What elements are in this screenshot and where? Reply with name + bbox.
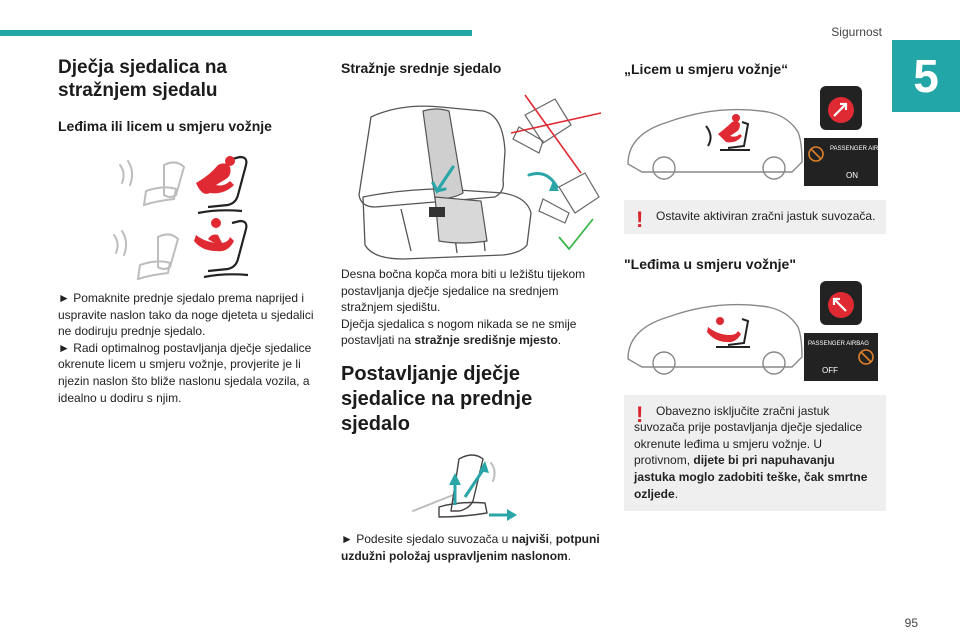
figure-forward-facing — [624, 86, 886, 190]
badge-off: OFF — [822, 365, 838, 375]
rear-bench-illustration — [341, 87, 605, 262]
text-leg-seat-end: . — [557, 333, 562, 348]
title-rear-facing: "Leđima u smjeru vožnje" — [624, 255, 796, 272]
column-rear-middle-seat — [341, 56, 605, 564]
section-title-rear-seat: Dječja sjedalica na stražnjem sjedalu — [58, 57, 227, 101]
figure-front-seat-adjust — [341, 445, 605, 525]
car-rear-facing-illustration — [624, 281, 886, 385]
chapter-tab: 5 — [892, 40, 960, 112]
text-leg-seat-bold: stražnje središnje mjesto — [414, 333, 558, 348]
figure-rear-facing — [624, 281, 886, 385]
page-number: 95 — [904, 616, 918, 630]
text-disable-airbag-end: . — [674, 486, 679, 501]
warning-text-keep-airbag: Ostavite aktiviran zračni jastuk suvozača. — [656, 209, 876, 223]
section-title-front-seat: Postavljanje dječje sjedalice na prednje sjedalo — [341, 362, 533, 435]
paragraph-buckle-note: Desna bočna kopča mora biti u ležištu tijekom postavljanja dječje sjedalice na srednjem stražnjem sjedištu. — [341, 267, 586, 315]
figure-rear-middle-seat — [341, 87, 605, 262]
column-front-seat-airbag — [624, 56, 886, 511]
seat-positions-illustration — [58, 147, 320, 280]
warning-icon: ! — [636, 401, 644, 427]
section-title-rear-middle: Stražnje srednje sjedalo — [341, 60, 502, 76]
text-front-seat-a: ► Podesite sjedalo suvozača u — [341, 531, 512, 546]
car-forward-facing-illustration — [624, 86, 886, 190]
warning-box-keep-airbag — [624, 200, 886, 234]
warning-text-disable-airbag — [634, 403, 876, 503]
section-label: Sigurnost — [831, 25, 882, 39]
badge-passenger-airbag-2: PASSENGER AIRBAG — [808, 340, 869, 347]
badge-passenger-airbag-1: PASSENGER AIRBAG — [830, 146, 886, 152]
text-disable-airbag-bold: dijete bi pri napuhavanju jastuka moglo zadobiti teške, čak smrtne ozljede — [634, 453, 868, 501]
column-rear-seat — [58, 56, 320, 406]
warning-icon: ! — [636, 207, 644, 232]
text-front-seat-bold1: najviši — [511, 531, 550, 546]
text-leg-seat-a: Dječja sjedalica s nogom nikada se ne smije postavljati na — [341, 316, 577, 348]
subtitle-direction: Leđima ili licem u smjeru vožnje — [58, 118, 272, 134]
header-accent-bar — [0, 30, 472, 36]
paragraph-front-seat-adjust: ► Pomaknite prednje sjedalo prema naprijed i uspravite naslon tako da noge djeteta u sjedalici ne dodiruju prednje sjedalo. — [58, 291, 314, 339]
front-seat-adjust-illustration — [341, 445, 605, 525]
text-front-seat-end: . — [567, 548, 572, 563]
figure-rear-seat-positions — [58, 147, 320, 280]
warning-box-disable-airbag — [624, 395, 886, 512]
paragraph-leg-seat-note — [341, 316, 605, 349]
text-disable-airbag-a: Obavezno isključite zračni jastuk suvozača prije postavljanja dječje sjedalice okrenute leđima u smjeru vožnje. U protivnom, — [634, 403, 863, 468]
title-forward-facing: „Licem u smjeru vožnje“ — [624, 61, 789, 77]
badge-on: ON — [846, 171, 858, 180]
paragraph-front-seat-position — [341, 531, 605, 564]
paragraph-optimal-position: ► Radi optimalnog postavljanja dječje sjedalice okrenute licem u smjeru vožnje, provjerite je li njezin naslon što bliže naslonu sjedala vozila, a idealno u dodiru s njim. — [58, 340, 312, 405]
text-front-seat-bold2: potpuni uzdužni položaj uspravljenim naslonom — [341, 531, 600, 563]
text-front-seat-sep: , — [549, 531, 556, 546]
